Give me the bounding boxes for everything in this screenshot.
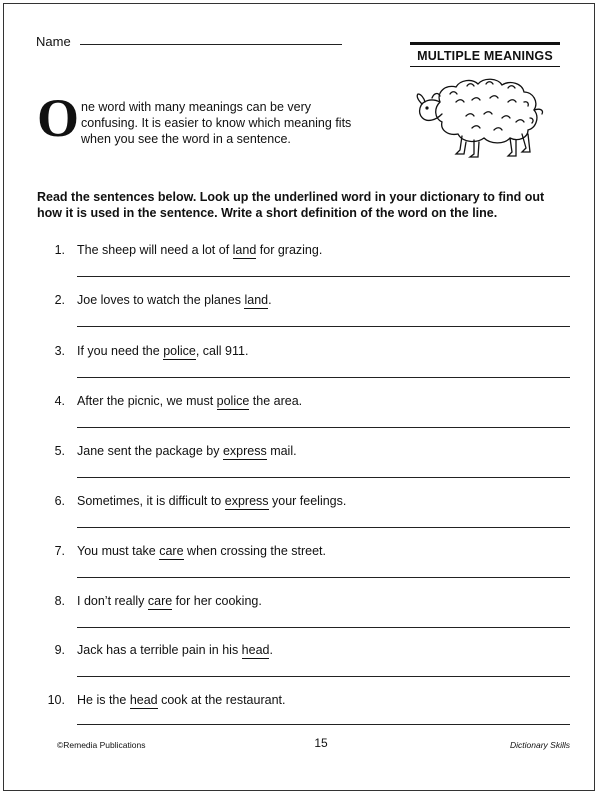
answer-line[interactable] [77, 627, 570, 628]
page-number: 15 [314, 736, 328, 750]
sentence-text: Joe loves to watch the planes [77, 293, 245, 307]
sentence-text: the area. [249, 394, 303, 408]
question-item [0, 394, 600, 444]
sentence-text: , call 911. [195, 344, 249, 358]
answer-line[interactable] [77, 326, 570, 327]
question-number: 2. [54, 293, 65, 307]
sentence-text: cook at the restaurant. [157, 693, 286, 707]
sentence-text: He is the [77, 693, 130, 707]
answer-line[interactable] [77, 577, 570, 578]
name-label: Name [36, 34, 71, 49]
sentence-text: Sometimes, it is difficult to [77, 494, 225, 508]
question-item [0, 344, 600, 394]
question-number: 10. [47, 693, 65, 707]
underlined-word: head [129, 693, 158, 707]
question-item [0, 643, 600, 693]
question-sentence [77, 394, 302, 408]
underlined-word: care [159, 544, 184, 558]
question-number: 1. [54, 243, 65, 257]
sentence-text: your feelings. [268, 494, 347, 508]
answer-line[interactable] [77, 276, 570, 277]
answer-line[interactable] [77, 527, 570, 528]
question-sentence [77, 494, 346, 508]
sentence-text: for grazing. [256, 243, 323, 257]
sentence-text: If you need the [77, 344, 164, 358]
answer-line[interactable] [77, 477, 570, 478]
question-sentence [77, 693, 285, 707]
underlined-word: express [222, 444, 267, 458]
underlined-word: care [147, 594, 173, 608]
question-number: 3. [54, 344, 65, 358]
sentence-text: The sheep will need a lot of [77, 243, 233, 257]
book-title: Dictionary Skills [510, 740, 570, 750]
question-item [0, 544, 600, 594]
publisher-credit: ©Remedia Publications [57, 740, 146, 750]
instructions: Read the sentences below. Look up the underlined word in your dictionary to find out how it is used in the sentence. Write a short definition of the word on the line. [37, 190, 545, 220]
question-sentence [77, 594, 262, 608]
underlined-word: head [241, 643, 270, 657]
name-line [80, 44, 342, 45]
worksheet-title: MULTIPLE MEANINGS [410, 42, 560, 67]
question-number: 7. [54, 544, 65, 558]
underlined-word: express [224, 494, 269, 508]
sentence-text: After the picnic, we must [77, 394, 217, 408]
sentence-text: . [268, 293, 272, 307]
question-sentence [77, 544, 326, 558]
question-sentence [77, 643, 273, 657]
sentence-text: I don’t really [77, 594, 148, 608]
answer-line[interactable] [77, 377, 570, 378]
sentence-text: for her cooking. [172, 594, 262, 608]
sheep-icon [412, 72, 552, 164]
answer-line[interactable] [77, 427, 570, 428]
sentence-text: mail. [266, 444, 297, 458]
intro-paragraph [37, 88, 367, 148]
question-number: 5. [54, 444, 65, 458]
intro-text: ne word with many meanings can be very confusing. It is easier to know which meaning fits when you see the word in a sentence. [81, 100, 352, 146]
sentence-text: Jane sent the package by [77, 444, 223, 458]
sentence-text: . [269, 643, 273, 657]
question-number: 4. [54, 394, 65, 408]
sentence-text: Jack has a terrible pain in his [77, 643, 242, 657]
sentence-text: You must take [77, 544, 160, 558]
sentence-text: when crossing the street. [183, 544, 326, 558]
question-sentence [77, 444, 297, 458]
question-number: 9. [54, 643, 65, 657]
question-sentence [77, 293, 272, 307]
underlined-word: police [216, 394, 250, 408]
question-item [0, 594, 600, 644]
question-number: 6. [54, 494, 65, 508]
answer-line[interactable] [77, 676, 570, 677]
answer-line[interactable] [77, 724, 570, 725]
question-item [0, 243, 600, 293]
question-number: 8. [54, 594, 65, 608]
underlined-word: land [244, 293, 269, 307]
question-item [0, 444, 600, 494]
question-item [0, 494, 600, 544]
underlined-word: land [232, 243, 257, 257]
question-sentence [77, 243, 322, 257]
dropcap: O [37, 88, 80, 148]
underlined-word: police [163, 344, 196, 358]
question-sentence [77, 344, 248, 358]
question-item [0, 293, 600, 343]
